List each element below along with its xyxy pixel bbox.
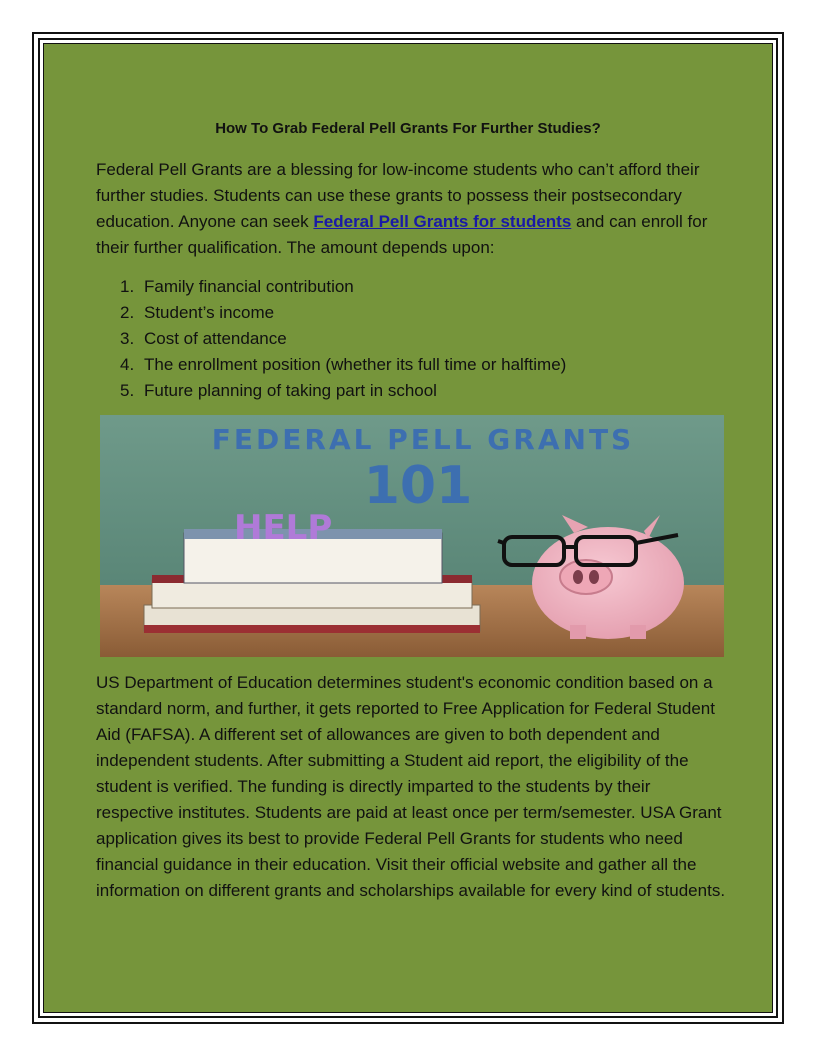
banner-headline: FEDERAL PELL GRANTS [211,423,635,456]
list-item-text: Family financial contribution [144,277,354,296]
list-item [96,300,696,326]
help-letters [234,508,332,548]
list-item-number: 1. [120,277,135,296]
list-item-number: 3. [120,329,135,348]
list-item-text: Cost of attendance [144,329,287,348]
list-item-text: Student’s income [144,303,275,322]
list-item-text: Future planning of taking part in school [144,381,437,400]
intro-text-after-link: and can enroll for their further qualification. The amount depends upon: [96,212,708,257]
body-paragraph: US Department of Education determines student's economic condition based on a standard norm, and further, it gets reported to Free Application for Federal Student Aid (FAFSA). A different set of allowances are given to both dependent and independent students. After submitting a Student aid report, the eligibility of the student is verified. The funding is directly imparted to the students by their respective institutes. Students are paid at least once per term/semester. USA Grant application gives its best to provide Federal Pell Grants for students who need financial guidance in their education. Visit their official website and gather all the information on different grants and scholarships available for every kind of students. [96,673,726,900]
intro-text-before-link: Federal Pell Grants are a blessing for low-income students who can’t afford their further studies. Students can use these grants to possess their postsecondary education. Anyone can seek [96,160,700,231]
list-item-number: 2. [120,303,135,322]
list-item [96,352,696,378]
article-title: How To Grab Federal Pell Grants For Further Studies? [215,120,601,137]
pell-grants-banner-image [100,415,724,657]
list-item-number: 4. [120,355,135,374]
list-item-number: 5. [120,381,135,400]
intro-paragraph [96,157,728,261]
factors-list [96,274,696,404]
list-item [96,378,696,404]
banner-number: 101 [363,456,473,516]
banner-illustration [100,415,724,657]
list-item [96,326,696,352]
pell-grants-link[interactable]: Federal Pell Grants for students [313,212,572,231]
help-word: HELP [234,508,333,548]
list-item [96,274,696,300]
list-item-text: The enrollment position (whether its full time or halftime) [144,355,567,374]
